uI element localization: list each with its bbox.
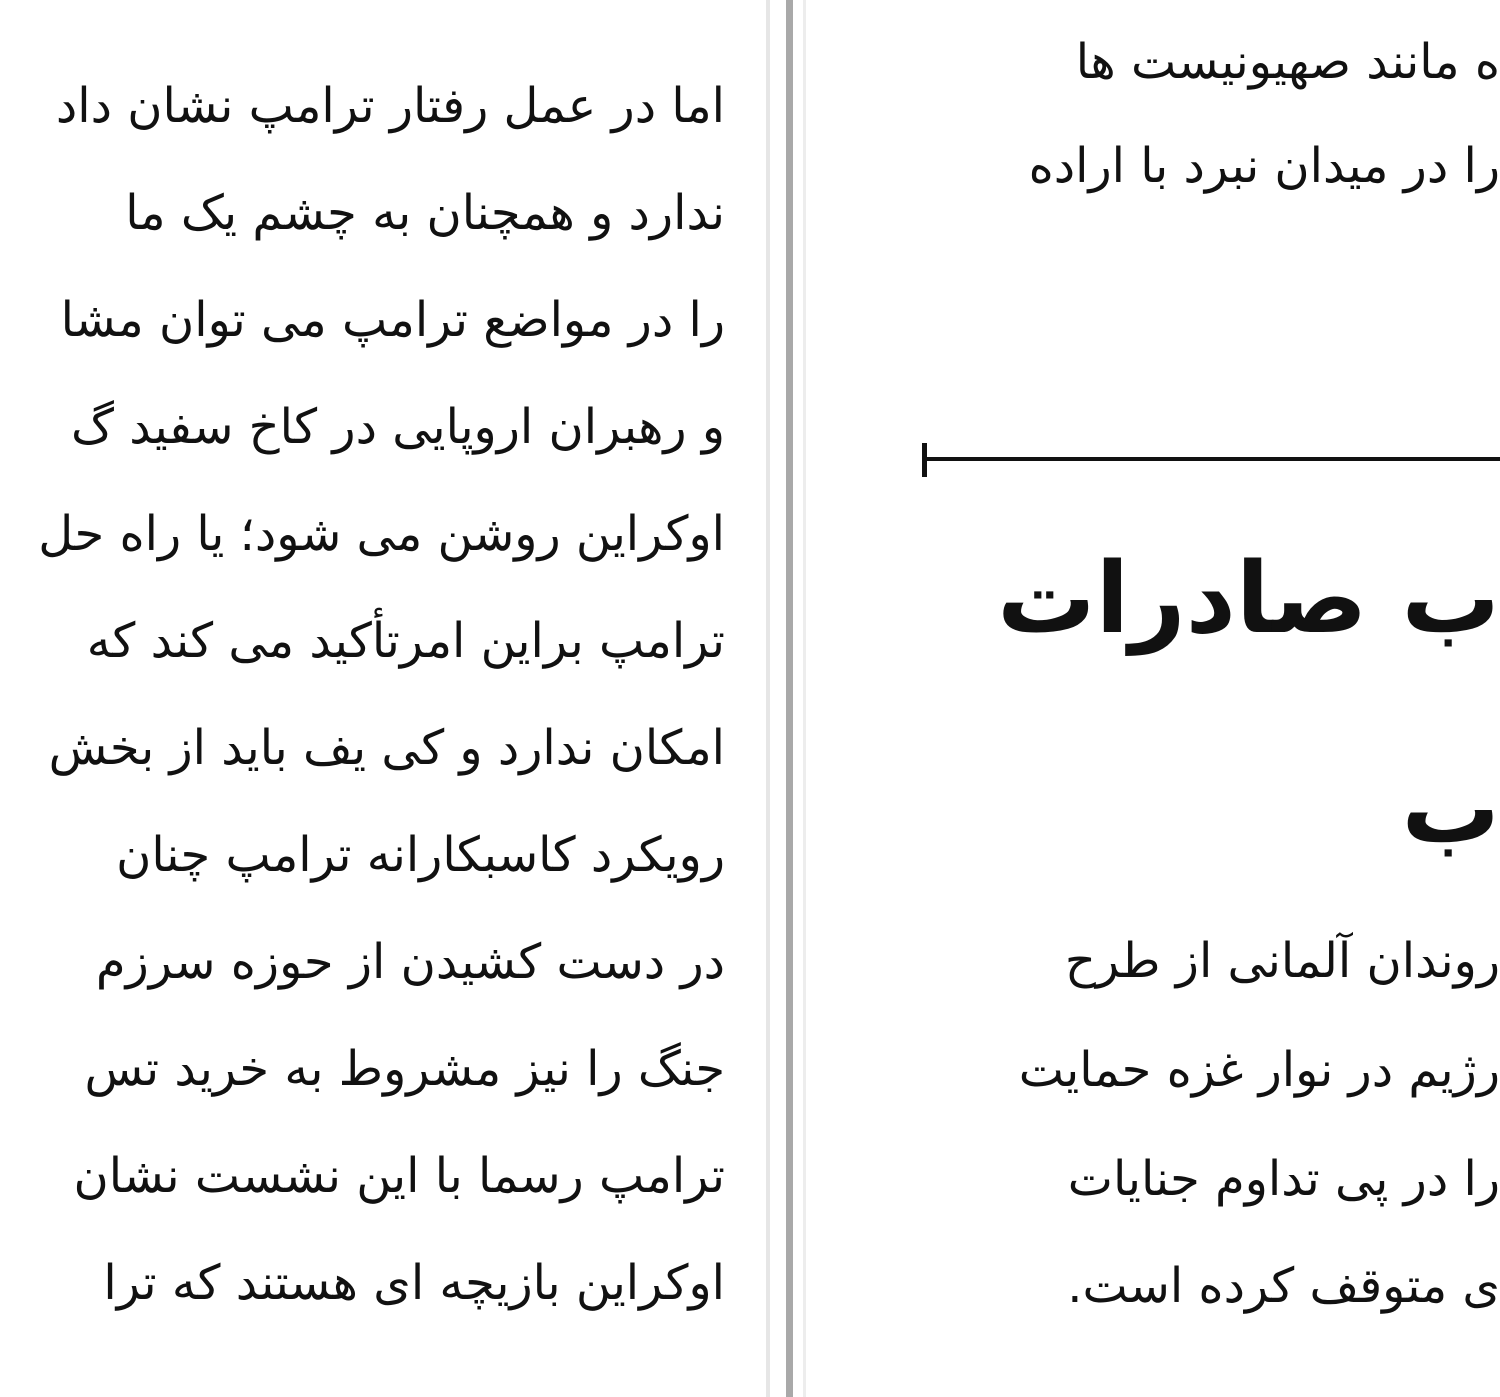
right-body-text-line: روندان آلمانی از طرح: [1064, 933, 1500, 989]
left-text-line: ترامپ براین امرتأکید می کند که: [86, 613, 725, 669]
left-text-line: امکان ندارد و کی یف باید از بخش: [48, 720, 725, 776]
left-text-line: در دست کشیدن از حوزه سرزم: [95, 934, 725, 990]
left-text-line: اوکراین بازیچه ای هستند که ترا: [103, 1255, 725, 1311]
right-top-text-line: را در میدان نبرد با اراده: [1028, 138, 1500, 194]
column-divider-shadow: [766, 0, 770, 1397]
right-body-text-line: ی متوقف کرده است.: [1067, 1258, 1500, 1314]
left-text-line: را در مواضع ترامپ می توان مشا: [60, 292, 725, 348]
right-body-text-line: رژیم در نوار غزه حمایت: [1018, 1042, 1500, 1098]
right-body-text-line: را در پی تداوم جنایات: [1067, 1151, 1500, 1207]
left-text-line: ندارد و همچنان به چشم یک ما: [125, 185, 725, 241]
left-text-line: رویکرد کاسبکارانه ترامپ چنان: [116, 827, 725, 883]
left-text-line: اما در عمل رفتار ترامپ نشان داد: [55, 78, 725, 134]
headline-line: ب: [1401, 752, 1500, 866]
left-text-line: و رهبران اروپایی در کاخ سفید گ: [71, 399, 725, 455]
headline-line: ب صادرات: [997, 542, 1500, 656]
section-rule: [922, 457, 1500, 461]
left-text-line: اوکراین روشن می شود؛ یا راه حل: [38, 506, 725, 562]
left-text-line: ترامپ رسما با این نشست نشان: [73, 1148, 725, 1204]
column-divider: [786, 0, 793, 1397]
column-divider-highlight: [803, 0, 806, 1397]
right-top-text-line: ه مانند صهیونیست ها: [1075, 34, 1500, 90]
left-text-line: جنگ را نیز مشروط به خرید تس: [84, 1041, 725, 1097]
